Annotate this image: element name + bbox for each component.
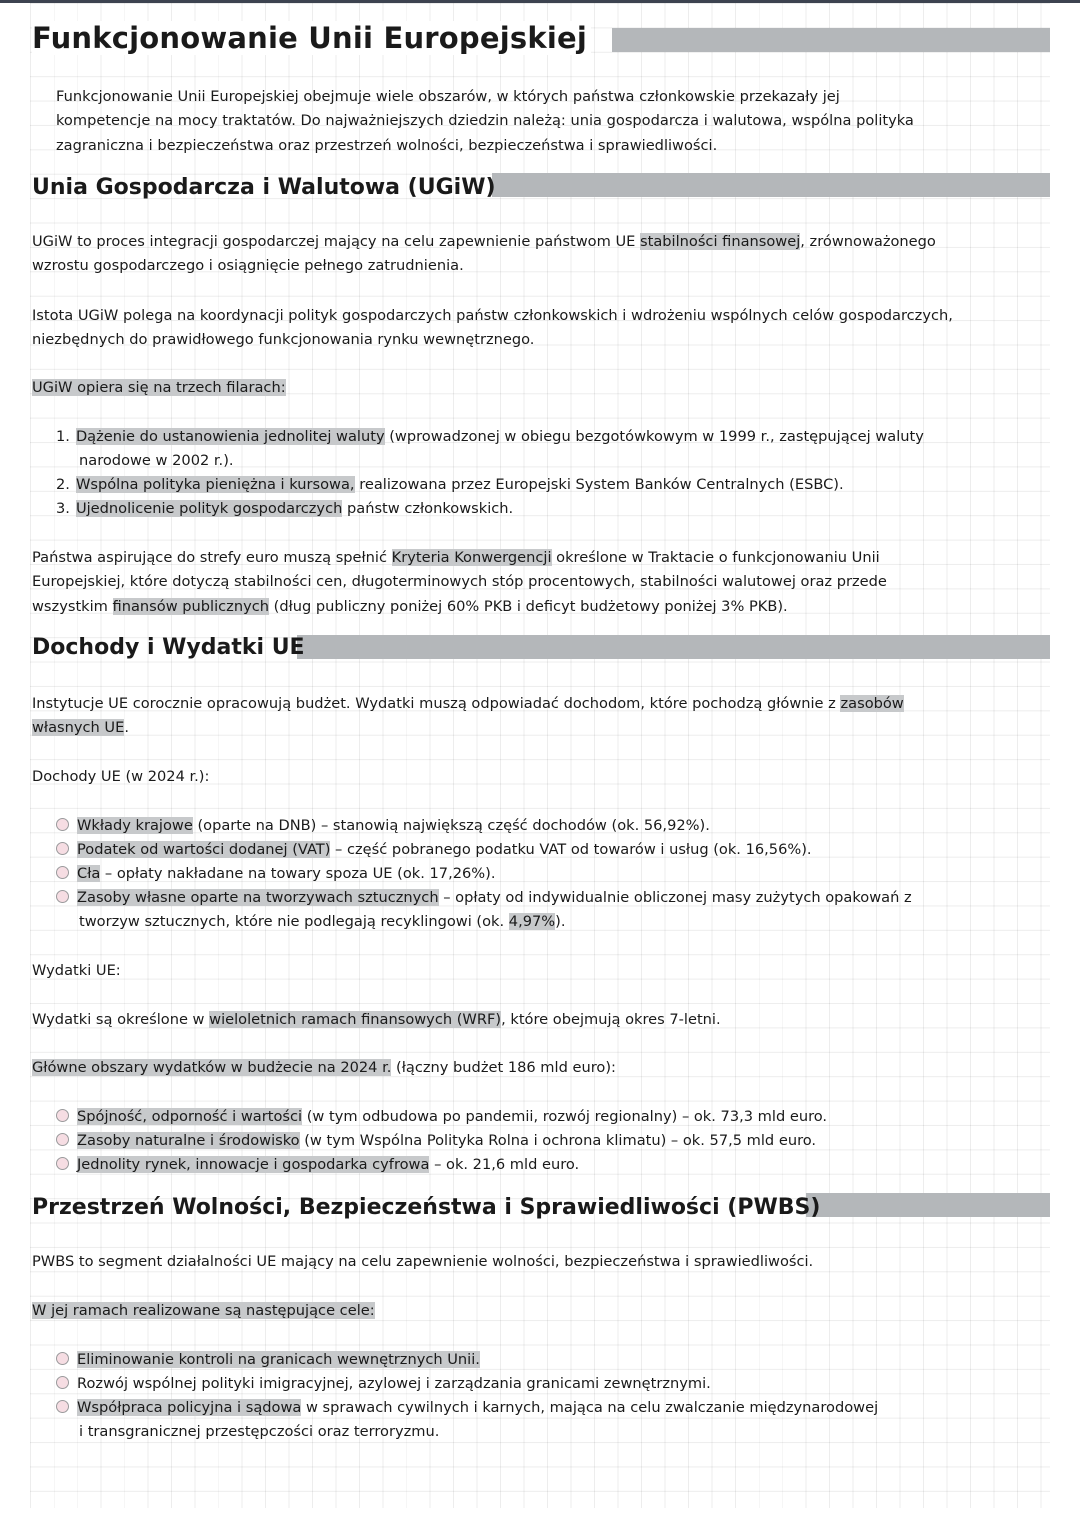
expense-area-item: Spójność, odporność i wartości (w tym odbudowa po pandemii, rozwój regionalny) – ok. 73,3 mld euro. [56,1105,827,1129]
circle-bullet-icon [56,890,69,903]
intro-line: kompetencje na mocy traktatów. Do najważniejszych dziedzin należą: unia gospodarcza i walutowa, wspólna polityka [56,112,914,130]
intro-line: Funkcjonowanie Unii Europejskiej obejmuje wiele obszarów, w których państwa członkowskie przekazały jej [56,88,840,105]
income-item: Wkłady krajowe (oparte na DNB) – stanowią największą część dochodów (ok. 56,92%). [56,814,710,838]
pillars-heading: UGiW opiera się na trzech filarach: [32,379,286,396]
expenses-heading: Wydatki UE: [32,962,121,979]
grid-paper-page [30,3,1050,1508]
convergence-paragraph: Państwa aspirujące do strefy euro muszą spełnić Kryteria Konwergencji określone w Traktacie o funkcjonowaniu Unii Europejskiej, które dotyczą stabilności cen, długoterminowych stóp procentowych, stabilności walutowej oraz przede wszystkim finansów publicznych (dług publiczny poniżej 60% PKB i deficyt budżetowy poniżej 3% PKB). [32,549,887,615]
circle-bullet-icon [56,842,69,855]
circle-bullet-icon [56,1133,69,1146]
section-heading-pwbs: Przestrzeń Wolności, Bezpieczeństwa i Sprawiedliwości (PWBS) [32,1195,821,1220]
circle-bullet-icon [56,818,69,831]
budget-paragraph: Instytucje UE corocznie opracowują budżet. Wydatki muszą odpowiadać dochodom, które pochodzą głównie z zasobów własnych UE. [32,695,904,737]
intro-line: zagraniczna i bezpieczeństwa oraz przestrzeń wolności, bezpieczeństwa i sprawiedliwości. [56,136,718,154]
income-heading: Dochody UE (w 2024 r.): [32,768,210,785]
goal-item: Rozwój wspólnej polityki imigracyjnej, azylowej i zarządzania granicami zewnętrznymi. [56,1372,711,1396]
pwbs-paragraph: PWBS to segment działalności UE mający na celu zapewnienie wolności, bezpieczeństwa i sprawiedliwości. [32,1253,814,1270]
areas-heading: Główne obszary wydatków w budżecie na 2024 r. (łączny budżet 186 mld euro): [32,1059,616,1076]
section-heading-bar [492,173,1050,197]
expense-area-item: Jednolity rynek, innowacje i gospodarka cyfrowa – ok. 21,6 mld euro. [56,1153,579,1177]
title-underline-bar [612,28,1050,52]
goal-item-continuation: i transgranicznej przestępczości oraz terroryzmu. [79,1423,440,1440]
circle-bullet-icon [56,1352,69,1365]
pillar-item-continuation: narodowe w 2002 r.). [79,452,234,469]
section-heading-ugiw: Unia Gospodarcza i Walutowa (UGiW) [32,175,496,200]
pillar-item: 2. Wspólna polityka pieniężna i kursowa, realizowana przez Europejski System Banków Centralnych (ESBC). [56,476,844,493]
pillar-item: 3. Ujednolicenie polityk gospodarczych państw członkowskich. [56,500,514,517]
circle-bullet-icon [56,1400,69,1413]
goal-item: Współpraca policyjna i sądowa w sprawach cywilnych i karnych, mająca na celu zwalczanie międzynarodowej [56,1396,878,1420]
section-heading-bar [297,635,1050,659]
section-heading-bar [806,1193,1050,1217]
circle-bullet-icon [56,1157,69,1170]
page-title: Funkcjonowanie Unii Europejskiej [32,21,591,55]
ugiw-paragraph-1: UGiW to proces integracji gospodarczej mający na celu zapewnienie państwom UE stabilności finansowej, zrównoważonego wzrostu gospodarczego i osiągnięcie pełnego zatrudnienia. [32,233,936,275]
circle-bullet-icon [56,866,69,879]
income-item: Zasoby własne oparte na tworzywach sztucznych – opłaty od indywidualnie obliczonej masy zużytych opakowań z [56,886,912,910]
circle-bullet-icon [56,1376,69,1389]
intro-paragraph [56,85,914,158]
circle-bullet-icon [56,1109,69,1122]
income-item: Cła – opłaty nakładane na towary spoza UE (ok. 17,26%). [56,862,496,886]
highlight: stabilności finansowej [640,233,801,250]
mff-paragraph: Wydatki są określone w wieloletnich ramach finansowych (WRF), które obejmują okres 7-letni. [32,1011,721,1028]
income-item: Podatek od wartości dodanej (VAT) – część pobranego podatku VAT od towarów i usług (ok. 16,56%). [56,838,812,862]
expense-area-item: Zasoby naturalne i środowisko (w tym Wspólna Polityka Rolna i ochrona klimatu) – ok. 57,5 mld euro. [56,1129,816,1153]
pillar-item: 1. Dążenie do ustanowienia jednolitej waluty (wprowadzonej w obiegu bezgotówkowym w 1999 r., zastępującej waluty [56,428,924,445]
section-heading-budget: Dochody i Wydatki UE [32,635,305,660]
income-item-continuation: tworzyw sztucznych, które nie podlegają recyklingowi (ok. 4,97%). [79,913,566,930]
goals-heading: W jej ramach realizowane są następujące cele: [32,1302,375,1319]
goal-item: Eliminowanie kontroli na granicach wewnętrznych Unii. [56,1348,480,1372]
ugiw-paragraph-2: Istota UGiW polega na koordynacji polityk gospodarczych państw członkowskich i wdrożeniu wspólnych celów gospodarczych, niezbędnych do prawidłowego funkcjonowania rynku wewnętrznego. [32,307,953,349]
